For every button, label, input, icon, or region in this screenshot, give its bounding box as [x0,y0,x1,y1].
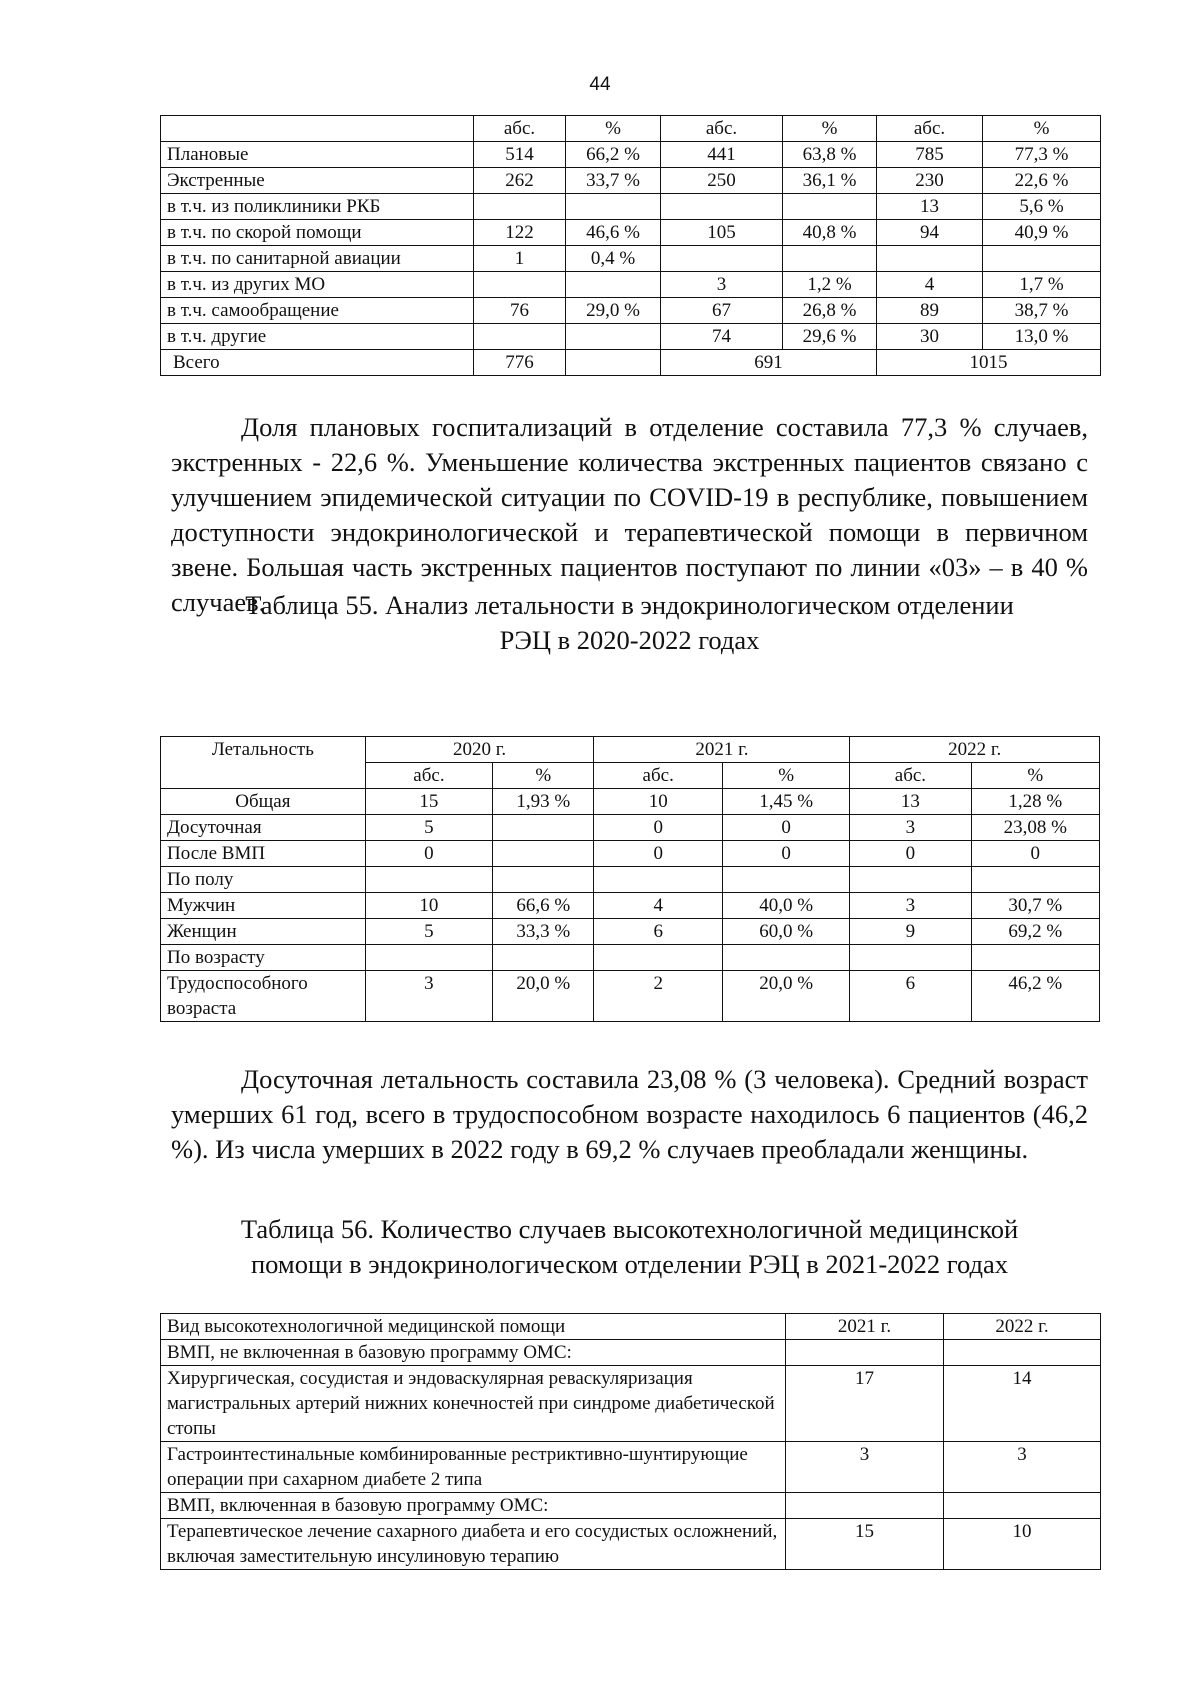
table-cell: 14 [944,1366,1101,1442]
header-cell: Летальность [161,737,366,789]
table-cell: 6 [850,971,971,1022]
row-label: Экстренные [161,168,474,194]
table-row [161,168,1101,194]
table-cell: 23,08 % [971,815,1100,841]
table-row [161,841,1100,867]
table-cell: 38,7 % [983,298,1101,324]
table-cell [786,1493,944,1519]
table-cell: 89 [877,298,983,324]
table-cell: 10 [365,893,492,919]
table-cell: 262 [474,168,566,194]
row-label: Досуточная [161,815,366,841]
row-label: Общая [161,789,366,815]
table-cell: 2 [594,971,722,1022]
row-label: в т.ч. из поликлиники РКБ [161,194,474,220]
table-cell [983,246,1101,272]
row-label: в т.ч. по скорой помощи [161,220,474,246]
header-cell: абс. [877,116,983,142]
table-cell: 63,8 % [783,142,877,168]
header-cell: Вид высокотехнологичной медицинской помощи [161,1314,786,1340]
table-row [161,324,1101,350]
table-row [161,272,1101,298]
table-cell: 29,6 % [783,324,877,350]
table-cell: 1,7 % [983,272,1101,298]
table-cell: 30,7 % [971,893,1100,919]
table-header-row [161,116,1101,142]
table-row [161,194,1101,220]
table-cell: 77,3 % [983,142,1101,168]
table-cell: 33,7 % [566,168,661,194]
total-2021: 691 [661,350,877,376]
table-row [161,246,1101,272]
table-cell: 230 [877,168,983,194]
table-cell: 15 [365,789,492,815]
header-cell: абс. [474,116,566,142]
table-row [161,919,1100,945]
hitech-care-table [160,1313,1101,1570]
table-cell: 33,3 % [493,919,594,945]
row-label: Терапевтическое лечение сахарного диабета и его сосудистых осложнений, включая заместительную инсулиновую терапию [161,1519,786,1570]
table-cell: 0 [365,841,492,867]
table-cell: 94 [877,220,983,246]
table-cell: 514 [474,142,566,168]
total-2022: 1015 [877,350,1101,376]
table-row [161,945,1100,971]
row-label: По возрасту [161,945,366,971]
table-cell: 3 [786,1442,944,1493]
header-cell: % [783,116,877,142]
table-cell: 10 [594,789,722,815]
table-row [161,789,1100,815]
table-cell: 0 [722,815,849,841]
table-cell [971,867,1100,893]
table55-caption-line2: РЭЦ в 2020-2022 годах [499,625,760,655]
table-cell [850,945,971,971]
table-cell: 76 [474,298,566,324]
table-cell: 66,6 % [493,893,594,919]
table-cell: 46,6 % [566,220,661,246]
table-cell: 5 [365,919,492,945]
paragraph-text: Доля плановых госпитализаций в отделение составила 77,3 % случаев, экстренных - 22,6 %. Уменьшение количества экстренных пациентов связано с улучшением эпидемической ситуации по COVID-19 в республике, повышением доступности эндокринологической и терапевтической помощи в первичном звене. Большая часть экстренных пациентов поступают по линии «03» – в 40 % случаев. [171,412,1088,617]
table-cell [783,194,877,220]
total-label: Всего [161,350,474,376]
header-cell: % [983,116,1101,142]
table-header-row [161,1314,1101,1340]
table-row [161,1442,1101,1493]
table-cell: 29,0 % [566,298,661,324]
table-row [161,142,1101,168]
table-cell [594,945,722,971]
table-cell: 441 [661,142,783,168]
table56-caption-line2: помощи в эндокринологическом отделении РЭЦ в 2021-2022 годах [251,1249,1008,1279]
table-cell: 0,4 % [566,246,661,272]
row-label: Трудоспособного возраста [161,971,366,1022]
table-cell: 40,0 % [722,893,849,919]
table-row [161,298,1101,324]
hospitalization-table [160,115,1101,376]
table-cell: 67 [661,298,783,324]
table-cell: 0 [594,815,722,841]
table-cell: 0 [971,841,1100,867]
table-row [161,220,1101,246]
table56-caption-line1: Таблица 56. Количество случаев высокотехнологичной медицинской [240,1214,1019,1244]
row-label: в т.ч. из других МО [161,272,474,298]
table-cell [474,324,566,350]
table-row [161,1340,1101,1366]
table-cell: 250 [661,168,783,194]
table-cell: 4 [877,272,983,298]
mortality-table [160,736,1100,1022]
table-cell: 105 [661,220,783,246]
table-cell [566,194,661,220]
table-cell [566,272,661,298]
table-cell: 26,8 % [783,298,877,324]
row-label: в т.ч. другие [161,324,474,350]
table-cell [566,324,661,350]
table-cell [850,867,971,893]
header-cell: 2022 г. [944,1314,1101,1340]
row-label: ВМП, не включенная в базовую программу ОМС: [161,1340,786,1366]
table-cell: 3 [850,815,971,841]
table-cell: 22,6 % [983,168,1101,194]
table-cell: 13 [877,194,983,220]
year-header: 2022 г. [850,737,1100,763]
table-cell [365,945,492,971]
table-row [161,893,1100,919]
total-2020: 776 [474,350,566,376]
table-row [161,1519,1101,1570]
table-cell: 66,2 % [566,142,661,168]
table-cell [877,246,983,272]
table-cell: 0 [722,841,849,867]
table-cell: 74 [661,324,783,350]
table-cell [944,1340,1101,1366]
table-cell [493,841,594,867]
table-cell: 40,9 % [983,220,1101,246]
page-number: 44 [589,74,611,95]
row-label: Мужчин [161,893,366,919]
table-cell [783,246,877,272]
table-cell: 69,2 % [971,919,1100,945]
table-cell: 1,2 % [783,272,877,298]
table-cell [944,1493,1101,1519]
row-label: Хирургическая, сосудистая и эндоваскулярная реваскуляризация магистральных артерий нижних конечностей при синдроме диабетической стопы [161,1366,786,1442]
table-header-row [161,737,1100,763]
table-cell [474,272,566,298]
header-cell: % [566,116,661,142]
table-cell [474,194,566,220]
table-cell [493,815,594,841]
table-cell: 785 [877,142,983,168]
table-cell: 15 [786,1519,944,1570]
table-cell: 0 [850,841,971,867]
table-cell: 20,0 % [722,971,849,1022]
total-row [161,350,1101,376]
table-cell: 36,1 % [783,168,877,194]
header-cell: % [722,763,849,789]
table-cell: 20,0 % [493,971,594,1022]
table-cell: 1 [474,246,566,272]
row-label: ВМП, включенная в базовую программу ОМС: [161,1493,786,1519]
table-cell: 5 [365,815,492,841]
row-label: в т.ч. по санитарной авиации [161,246,474,272]
table-cell: 40,8 % [783,220,877,246]
header-cell: абс. [850,763,971,789]
table-row [161,971,1100,1022]
table-row [161,1366,1101,1442]
table-cell [493,867,594,893]
table-cell [493,945,594,971]
table-cell: 3 [850,893,971,919]
table-cell: 17 [786,1366,944,1442]
header-cell [161,116,474,142]
header-cell: % [971,763,1100,789]
table-cell: 13,0 % [983,324,1101,350]
table-cell: 6 [594,919,722,945]
header-cell: 2021 г. [786,1314,944,1340]
table-cell: 3 [944,1442,1101,1493]
table-cell [786,1340,944,1366]
row-label: в т.ч. самообращение [161,298,474,324]
table-cell [566,350,661,376]
header-cell: абс. [594,763,722,789]
table-cell: 46,2 % [971,971,1100,1022]
table-cell [722,867,849,893]
table-cell: 4 [594,893,722,919]
table-cell: 122 [474,220,566,246]
table-cell: 30 [877,324,983,350]
table-cell [661,194,783,220]
paragraph-text: Досуточная летальность составила 23,08 % (3 человека). Средний возраст умерших 61 год, всего в трудоспособном возрасте находилось 6 пациентов (46,2 %). Из числа умерших в 2022 году в 69,2 % случаев преобладали женщины. [171,1064,1088,1164]
table-cell [594,867,722,893]
row-label: Гастроинтестинальные комбинированные рестриктивно-шунтирующие операции при сахарном диабете 2 типа [161,1442,786,1493]
table-cell: 9 [850,919,971,945]
row-label: По полу [161,867,366,893]
table-cell: 3 [661,272,783,298]
table-cell: 1,28 % [971,789,1100,815]
row-label: Плановые [161,142,474,168]
year-header: 2020 г. [365,737,594,763]
header-cell: абс. [365,763,492,789]
year-header: 2021 г. [594,737,850,763]
header-cell: абс. [661,116,783,142]
row-label: Женщин [161,919,366,945]
table55-caption-line1: Таблица 55. Анализ летальности в эндокринологическом отделении [245,590,1014,620]
table-cell: 1,45 % [722,789,849,815]
table-cell: 0 [594,841,722,867]
table-row [161,1493,1101,1519]
table-cell [661,246,783,272]
table-cell: 1,93 % [493,789,594,815]
table-cell: 10 [944,1519,1101,1570]
table-row [161,867,1100,893]
paragraph-mortality [171,1062,1088,1167]
table-cell: 5,6 % [983,194,1101,220]
table-row [161,815,1100,841]
table-cell [365,867,492,893]
row-label: После ВМП [161,841,366,867]
table-cell: 3 [365,971,492,1022]
table-cell [971,945,1100,971]
table-cell [722,945,849,971]
header-cell: % [493,763,594,789]
table-cell: 60,0 % [722,919,849,945]
table-cell: 13 [850,789,971,815]
